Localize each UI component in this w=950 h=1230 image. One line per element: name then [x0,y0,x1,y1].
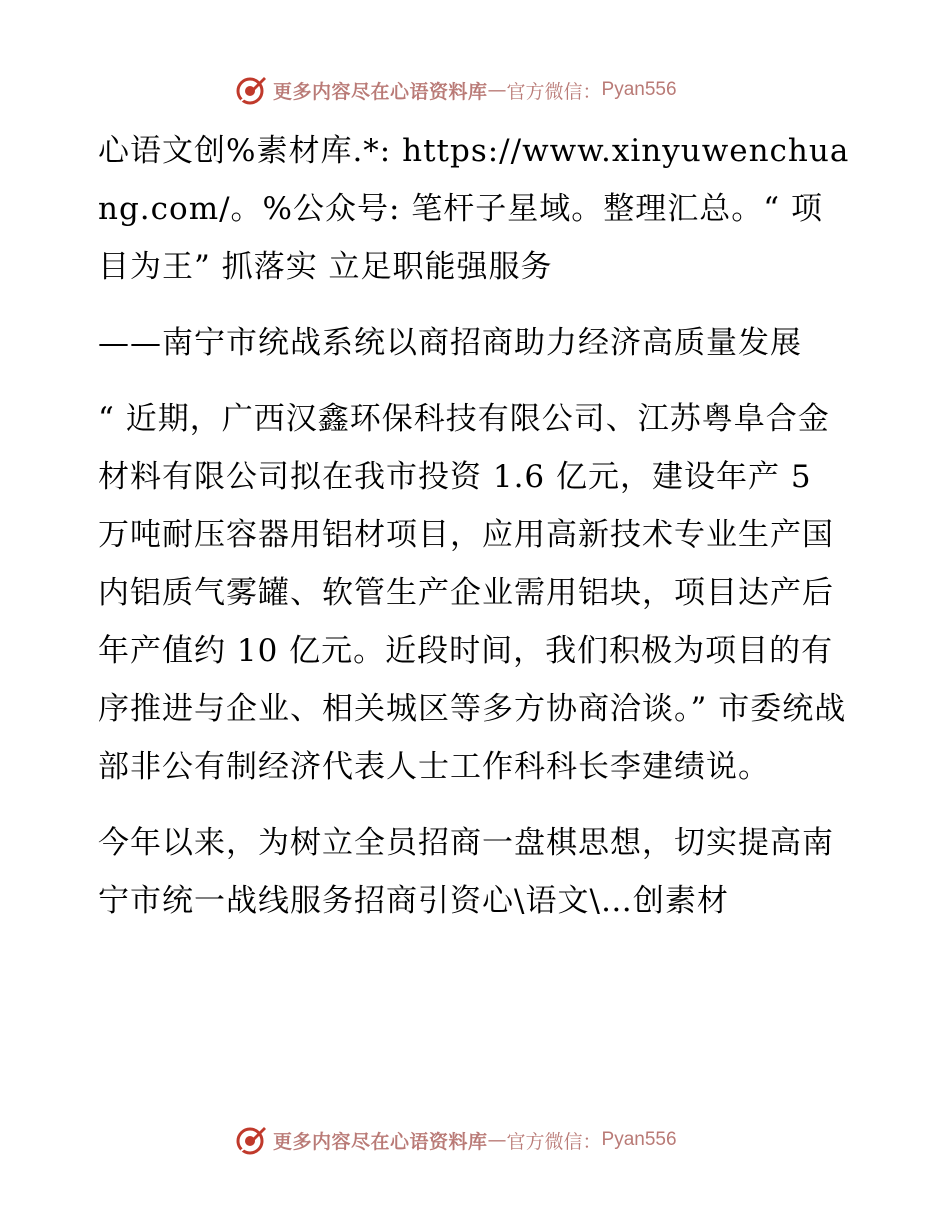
banner-main-text: 更多内容尽在心语资料库 [273,1130,488,1153]
document-body [98,122,853,948]
header-banner [235,71,677,109]
footer-banner [235,1121,677,1159]
body-paragraph-1: “ 近期，广西汉鑫环保科技有限公司、江苏粤阜合金材料有限公司拟在我市投资 1.6 亿元，建设年产 5 万吨耐压容器用铝材项目，应用高新技术专业生产国内铝质气雾罐、软管生产企业需用铝块，项目达产后年产值约 10 亿元。近段时间，我们积极为项目的有序推进与企业、相关城区等多方协商洽谈。” 市委统战部非公有制经济代表人士工作科科长李建绩说。 [98,401,847,785]
banner-separator: — [487,1129,507,1151]
intro-paragraph: 心语文创%素材库.*: https://www.xinyuwenchuang.com/。%公众号: 笔杆子星域。整理汇总。“ 项目为王” 抓落实 立足职能强服务 [98,133,850,285]
subtitle: ——南宁市统战系统以商招商助力经济高质量发展 [98,325,802,361]
banner-wechat-label: 官方微信： [506,80,602,103]
banner-wechat-label: 官方微信： [506,1130,602,1153]
banner-wechat-id: Pyan556 [601,79,677,100]
banner-main-text: 更多内容尽在心语资料库 [273,80,488,103]
banner-separator: — [487,79,507,101]
pen-logo-icon [235,74,267,106]
pen-logo-icon [235,1124,267,1156]
banner-wechat-id: Pyan556 [601,1129,677,1150]
body-paragraph-2: 今年以来，为树立全员招商一盘棋思想，切实提高南宁市统一战线服务招商引资心\语文\…创素材 [98,825,834,919]
